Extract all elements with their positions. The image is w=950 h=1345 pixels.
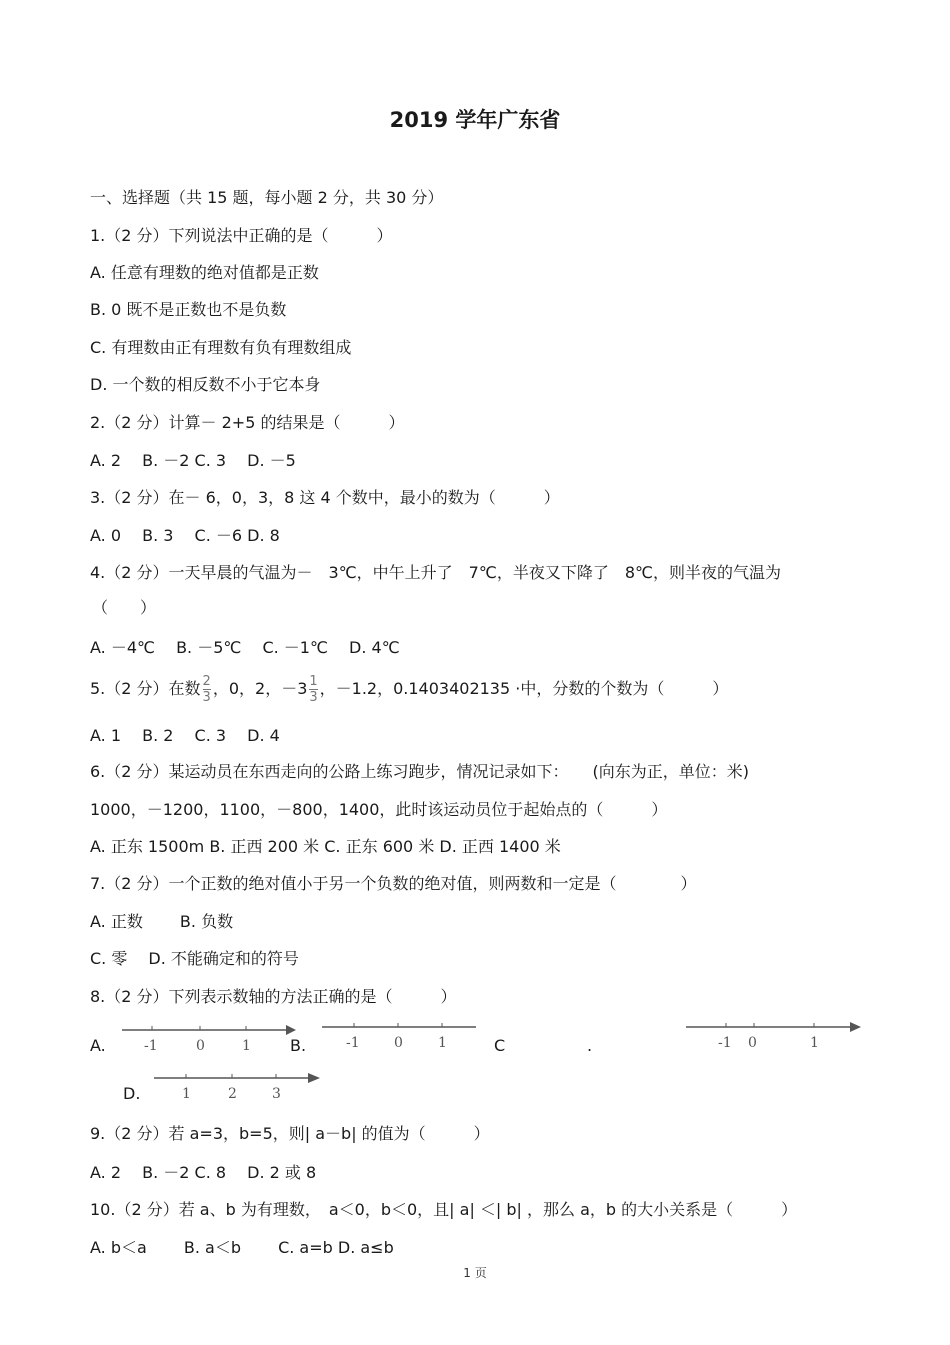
question-5-stem-mid: ，0，2，－3 bbox=[212, 679, 308, 698]
tick-label: -1 bbox=[346, 1035, 360, 1051]
tick-label: 3 bbox=[272, 1086, 281, 1102]
tick-label: 0 bbox=[394, 1035, 403, 1051]
number-line-c bbox=[684, 1020, 864, 1056]
question-4-options: A. －4℃ B. －5℃ C. －1℃ D. 4℃ bbox=[90, 638, 400, 657]
question-6-stem: 6.（2 分）某运动员在东西走向的公路上练习跑步，情况记录如下： (向东为正，单位：米) bbox=[90, 762, 750, 781]
tick-label: -1 bbox=[718, 1035, 732, 1051]
tick-label: 1 bbox=[810, 1035, 819, 1051]
question-1-option-a: A. 任意有理数的绝对值都是正数 bbox=[90, 263, 319, 282]
fraction-denominator: 3 bbox=[309, 690, 318, 705]
document-title: 2019 学年广东省 bbox=[389, 108, 561, 132]
question-6-stem-continued: 1000，－1200，1100，－800，1400，此时该运动员位于起始点的（ ） bbox=[90, 800, 668, 819]
fraction-numerator: 2 bbox=[202, 674, 211, 689]
tick-label: 2 bbox=[228, 1086, 237, 1102]
page-number: 1 页 bbox=[463, 1266, 487, 1280]
question-6-options: A. 正东 1500m B. 正西 200 米 C. 正东 600 米 D. 正西 1400 米 bbox=[90, 837, 561, 856]
question-10-stem: 10.（2 分）若 a、b 为有理数， a＜0，b＜0，且| a| ＜| b| ，那么 a，b 的大小关系是（ ） bbox=[90, 1200, 798, 1219]
question-4-stem-continued: （ ） bbox=[92, 598, 157, 617]
question-1-option-d: D. 一个数的相反数不小于它本身 bbox=[90, 375, 321, 394]
question-5-stem-post: ，－1.2，0.1403402135 ·中，分数的个数为（ ） bbox=[319, 679, 729, 698]
question-7-options-cd: C. 零 D. 不能确定和的符号 bbox=[90, 949, 299, 968]
tick-label: 0 bbox=[748, 1035, 757, 1051]
question-5-stem bbox=[90, 672, 728, 706]
question-3-stem: 3.（2 分）在－ 6，0，3，8 这 4 个数中，最小的数为（ ） bbox=[90, 488, 560, 507]
tick-label: -1 bbox=[144, 1038, 158, 1054]
number-line-d bbox=[152, 1070, 324, 1106]
question-7-stem: 7.（2 分）一个正数的绝对值小于另一个负数的绝对值，则两数和一定是（ ） bbox=[90, 874, 697, 893]
fraction-numerator: 1 bbox=[309, 674, 318, 689]
question-8-label-c-dot: . bbox=[587, 1036, 593, 1055]
question-3-options: A. 0 B. 3 C. －6 D. 8 bbox=[90, 526, 280, 545]
question-8-label-a: A. bbox=[90, 1036, 106, 1055]
question-7-options-ab: A. 正数 B. 负数 bbox=[90, 912, 234, 931]
tick-label: 1 bbox=[438, 1035, 447, 1051]
tick-label: 0 bbox=[196, 1038, 205, 1054]
question-5-stem-pre: 5.（2 分）在数 bbox=[90, 679, 201, 698]
question-8-label-c: C bbox=[494, 1036, 506, 1055]
question-2-stem: 2.（2 分）计算－ 2+5 的结果是（ ） bbox=[90, 413, 405, 432]
question-9-options: A. 2 B. －2 C. 8 D. 2 或 8 bbox=[90, 1163, 317, 1182]
tick-label: 1 bbox=[242, 1038, 251, 1054]
question-8-label-b: B. bbox=[290, 1036, 307, 1055]
question-8-stem: 8.（2 分）下列表示数轴的方法正确的是（ ） bbox=[90, 987, 457, 1006]
question-2-options: A. 2 B. －2 C. 3 D. －5 bbox=[90, 451, 296, 470]
fraction-one-third bbox=[309, 675, 317, 704]
fraction-denominator: 3 bbox=[202, 690, 211, 705]
question-4-stem: 4.（2 分）一天早晨的气温为－ 3℃，中午上升了 7℃，半夜又下降了 8℃，则半夜的气温为 bbox=[90, 563, 781, 582]
question-1-stem: 1.（2 分）下列说法中正确的是（ ） bbox=[90, 226, 393, 245]
fraction-two-thirds bbox=[203, 675, 211, 704]
tick-label: 1 bbox=[182, 1086, 191, 1102]
section-heading: 一、选择题（共 15 题，每小题 2 分，共 30 分） bbox=[90, 188, 444, 207]
number-line-b bbox=[318, 1020, 483, 1056]
question-8-label-d: D. bbox=[123, 1084, 141, 1103]
number-line-a bbox=[118, 1020, 298, 1056]
question-1-option-b: B. 0 既不是正数也不是负数 bbox=[90, 300, 287, 319]
question-1-option-c: C. 有理数由正有理数有负有理数组成 bbox=[90, 338, 352, 357]
question-10-options: A. b＜a B. a＜b C. a=b D. a≤b bbox=[90, 1238, 394, 1257]
question-5-options: A. 1 B. 2 C. 3 D. 4 bbox=[90, 726, 280, 745]
question-9-stem: 9.（2 分）若 a=3，b=5，则| a－b| 的值为（ ） bbox=[90, 1124, 490, 1143]
